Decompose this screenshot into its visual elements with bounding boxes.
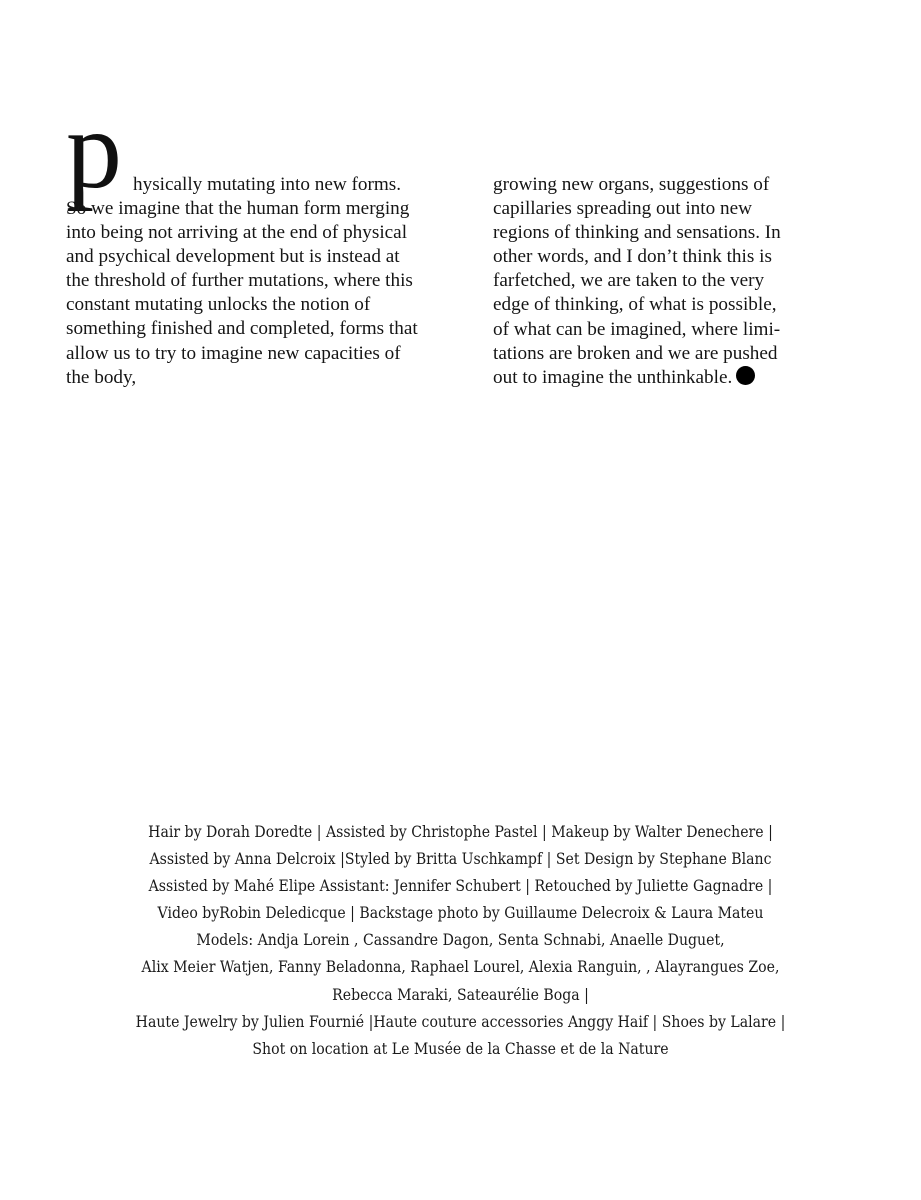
article-left-line: constant mutating unlocks the notion of	[66, 294, 371, 316]
article-left-line: allow us to try to imagine new capacities of	[66, 342, 401, 364]
article-left-line: and psychical development but is instead at	[66, 246, 400, 268]
article-right-line: growing new organs, suggestions of	[493, 174, 770, 195]
article-left-line: the body,	[66, 366, 137, 388]
credit-line: Haute Jewelry by Julien Fournié |Haute couture accessories Anggy Haif | Shoes by Lalare |	[135, 1011, 786, 1031]
article-left-line: into being not arriving at the end of physical	[66, 222, 408, 244]
drop-cap-letter: p	[66, 88, 122, 212]
credit-line: Alix Meier Watjen, Fanny Beladonna, Raphael Lourel, Alexia Ranguin, , Alayrangues Zoe,	[141, 957, 780, 977]
article-left-line-1: hysically mutating into new forms.	[133, 174, 402, 195]
credit-line: Models: Andja Lorein , Cassandre Dagon, Senta Schnabi, Anaelle Duguet,	[196, 930, 725, 950]
article-right-line: capillaries spreading out into new	[493, 198, 752, 220]
article-right-line: of what can be imagined, where limi-	[493, 318, 781, 340]
article-left-line: something finished and completed, forms that	[66, 318, 418, 340]
end-mark-bullet-icon	[736, 366, 755, 385]
article-right-line: farfetched, we are taken to the very	[493, 270, 765, 292]
credit-line: Video byRobin Deledicque | Backstage photo by Guillaume Delecroix & Laura Mateu	[157, 903, 764, 923]
article-left-column	[66, 197, 418, 390]
credit-line: Rebecca Maraki, Sateaurélie Boga |	[332, 984, 589, 1004]
article-right-line: tations are broken and we are pushed	[493, 342, 778, 364]
credit-line: Shot on location at Le Musée de la Chasse et de la Nature	[252, 1038, 669, 1058]
credit-line: Assisted by Anna Delcroix |Styled by Britta Uschkampf | Set Design by Stephane Blanc	[149, 849, 772, 869]
credit-line: Assisted by Mahé Elipe Assistant: Jennifer Schubert | Retouched by Juliette Gagnadre |	[148, 876, 773, 896]
article-right-column	[493, 173, 853, 390]
article-right-line: other words, and I don’t think this is	[493, 246, 772, 268]
article-right-last-line	[493, 366, 853, 390]
article-right-line: edge of thinking, of what is possible,	[493, 294, 777, 316]
article-left-line: So we imagine that the human form merging	[66, 198, 410, 219]
credit-line: Hair by Dorah Doredte | Assisted by Christophe Pastel | Makeup by Walter Denechere |	[148, 822, 773, 841]
article-left-line: the threshold of further mutations, where this	[66, 270, 413, 292]
credits-block	[90, 818, 830, 1062]
article-right-line: regions of thinking and sensations. In	[493, 222, 781, 244]
article-right-line: out to imagine the unthinkable.	[493, 366, 733, 388]
